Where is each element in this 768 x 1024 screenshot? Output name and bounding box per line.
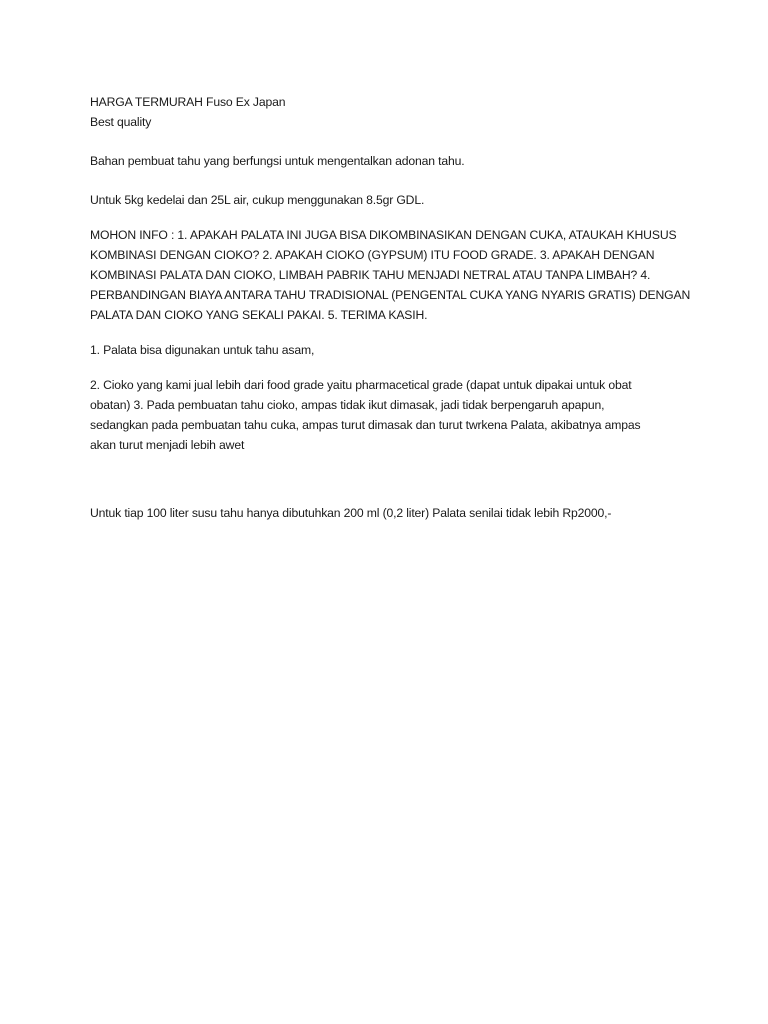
document-body: [90, 92, 690, 523]
answer-2-paragraph: [90, 375, 690, 455]
description-line: Bahan pembuat tahu yang berfungsi untuk mengentalkan adonan tahu.: [90, 154, 465, 168]
answer-2-line: sedangkan pada pembuatan tahu cuka, ampas turut dimasak dan turut twrkena Palata, akibatnya ampas: [90, 418, 641, 432]
answer-1-paragraph: [90, 340, 690, 360]
pricing-paragraph: [90, 503, 690, 523]
description-paragraph: [90, 151, 690, 171]
title-line: HARGA TERMURAH Fuso Ex Japan: [90, 95, 286, 109]
question-line: PALATA DAN CIOKO YANG SEKALI PAKAI. 5. TERIMA KASIH.: [90, 308, 428, 322]
dosage-paragraph: [90, 190, 690, 210]
question-line: MOHON INFO : 1. APAKAH PALATA INI JUGA BISA DIKOMBINASIKAN DENGAN CUKA, ATAUKAH KHUSUS: [90, 228, 677, 242]
answer-2-line: akan turut menjadi lebih awet: [90, 438, 245, 452]
question-paragraph: [90, 225, 690, 325]
question-line: KOMBINASI DENGAN CIOKO? 2. APAKAH CIOKO (GYPSUM) ITU FOOD GRADE. 3. APAKAH DENGAN: [90, 248, 655, 262]
answer-2-line: 2. Cioko yang kami jual lebih dari food grade yaitu pharmacetical grade (dapat untuk dipakai untuk obat: [90, 378, 632, 392]
dosage-line: Untuk 5kg kedelai dan 25L air, cukup menggunakan 8.5gr GDL.: [90, 193, 425, 207]
answer-1-line: 1. Palata bisa digunakan untuk tahu asam,: [90, 343, 315, 357]
pricing-line: Untuk tiap 100 liter susu tahu hanya dibutuhkan 200 ml (0,2 liter) Palata senilai tidak lebih Rp2000,-: [90, 506, 612, 520]
question-line: PERBANDINGAN BIAYA ANTARA TAHU TRADISIONAL (PENGENTAL CUKA YANG NYARIS GRATIS) DENGAN: [90, 288, 691, 302]
header-block: [90, 92, 690, 132]
subtitle-line: Best quality: [90, 115, 152, 129]
answer-2-line: obatan) 3. Pada pembuatan tahu cioko, ampas tidak ikut dimasak, jadi tidak berpengaruh apapun,: [90, 398, 605, 412]
question-line: KOMBINASI PALATA DAN CIOKO, LIMBAH PABRIK TAHU MENJADI NETRAL ATAU TANPA LIMBAH? 4.: [90, 268, 651, 282]
